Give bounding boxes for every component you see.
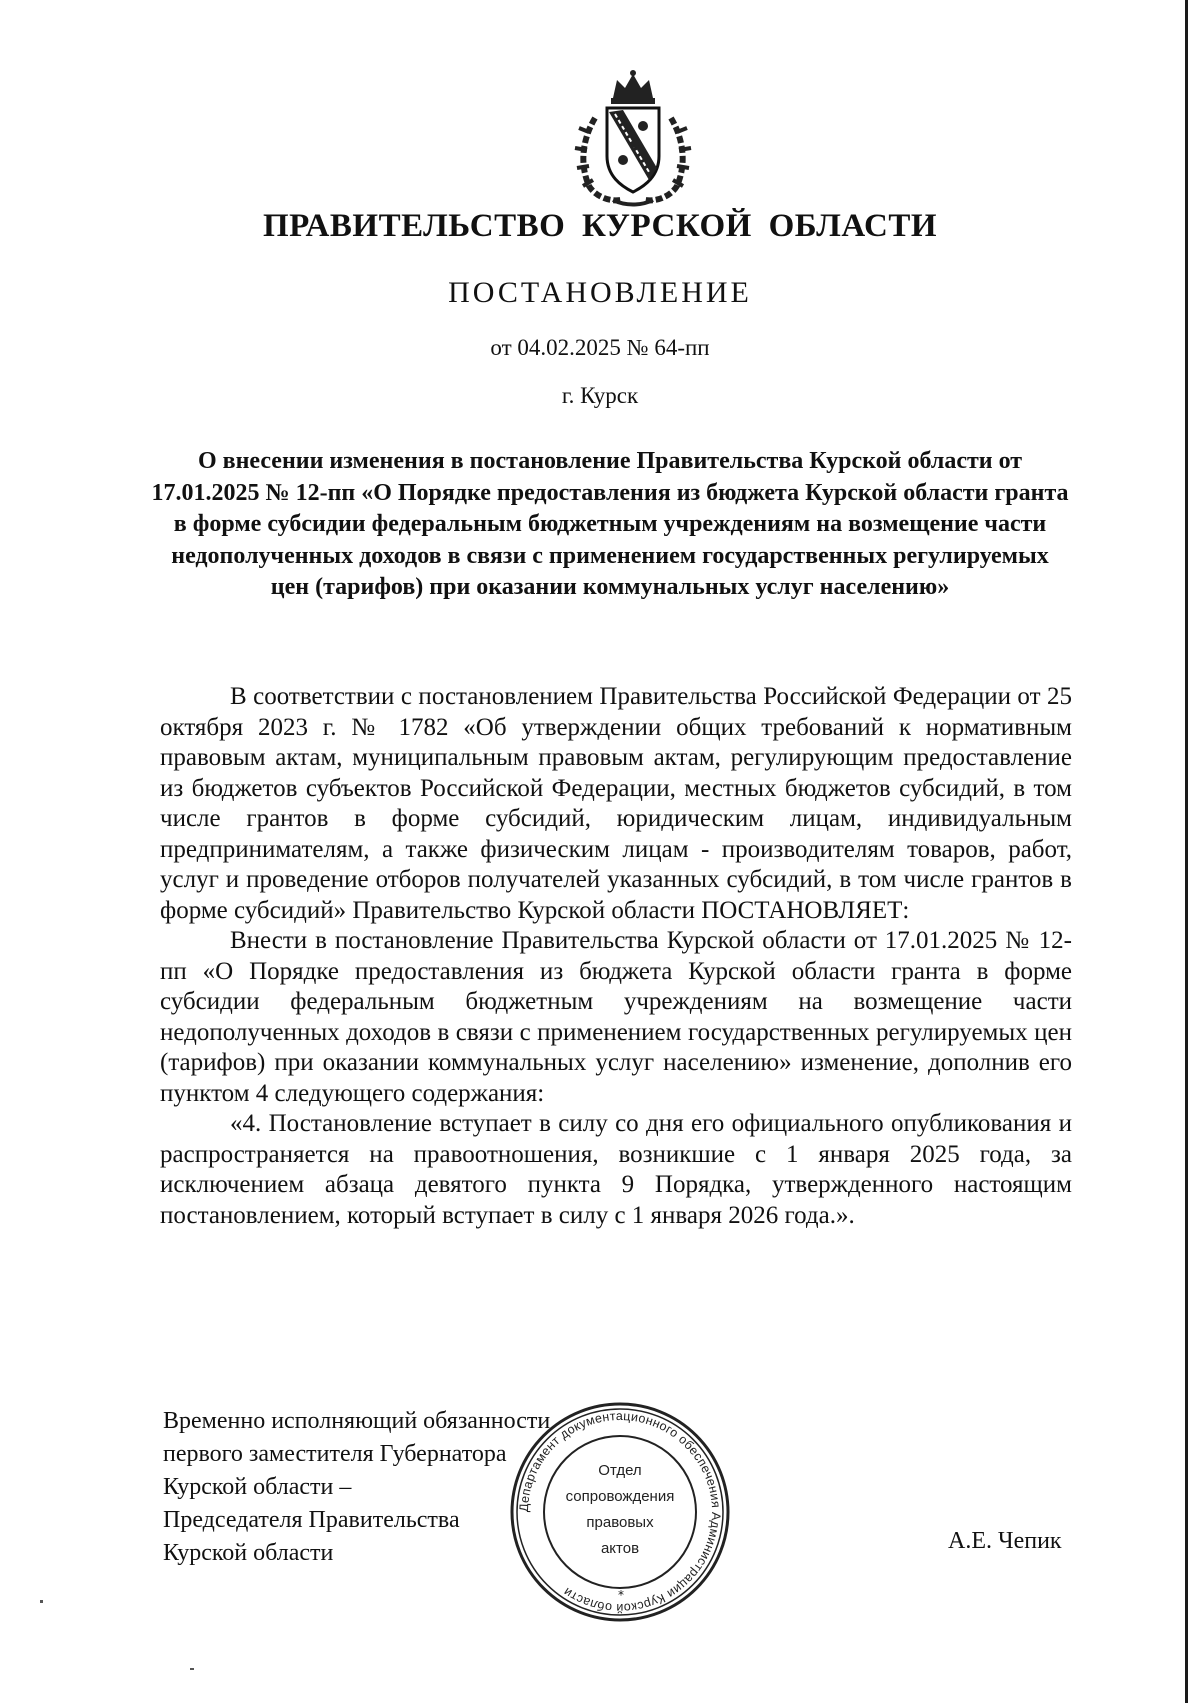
stamp-center-line: актов: [600, 1540, 640, 1557]
document-type: ПОСТАНОВЛЕНИЕ: [448, 276, 752, 309]
document-subject-title: О внесении изменения в постановление Правительства Курской области от 17.01.2025 № 12-пп «О Порядке предоставления из бюджета Курской области гранта в форме субсидии федеральным бюджетным учреждениям на возмещение части недополученных доходов в связи с применением государственных регулируемых цен (тарифов) при оказании коммунальных услуг населению»: [151, 448, 1069, 600]
stamp-center-line: Отдел: [598, 1462, 642, 1479]
document-body: [160, 682, 1072, 1231]
document-date-number: от 04.02.2025 № 64-пп: [490, 335, 710, 360]
signatory-name: А.Е. Чепик: [948, 1528, 1062, 1554]
stamp-center-line: правовых: [586, 1514, 654, 1531]
signatory-position-line: Курской области –: [163, 1474, 352, 1500]
body-paragraph-amendment: Внести в постановление Правительства Курской области от 17.01.2025 № 12-пп «О Порядке предоставления из бюджета Курской области гранта в форме субсидии федеральным бюджетным учреждениям на возмещение части недополученных доходов в связи с применением государственных регулируемых цен (тарифов) при оказании коммунальных услуг населению» изменение, дополнив его пунктом 4 следующего содержания:: [160, 927, 1072, 1107]
body-paragraph-basis: В соответствии с постановлением Правительства Российской Федерации от 25 октября 2023 г. № 1782 «Об утверждении общих требований к нормативным правовым актам, муниципальным правовым актам, регулирующим предоставление из бюджетов субъектов Российской Федерации, местных бюджетов субсидий, в том числе грантов в форме субсидий, юридическим лицам, индивидуальным предпринимателям, а также физическим лицам - производителям товаров, работ, услуг и проведение отборов получателей указанных субсидий, в том числе грантов в форме субсидий» Правительство Курской области ПОСТАНОВЛЯЕТ:: [160, 683, 1072, 924]
document-city: г. Курск: [561, 383, 639, 408]
signatory-position-line: Временно исполняющий обязанности: [163, 1408, 551, 1434]
scan-speck: [190, 1668, 194, 1670]
body-paragraph-clause-4: «4. Постановление вступает в силу со дня его официального опубликования и распространяется на правоотношения, возникшие с 1 января 2025 года, за исключением абзаца девятого пункта 9 Порядка, утвержденного настоящим постановлением, который вступает в силу с 1 января 2026 года.».: [160, 1110, 1072, 1229]
signatory-position-line: Председателя Правительства: [163, 1507, 460, 1533]
scan-edge-line: [1185, 0, 1188, 1703]
stamp-center-text: [548, 1458, 692, 1562]
scan-speck: [40, 1600, 43, 1603]
stamp-star: *: [618, 1588, 624, 1602]
signatory-position-line: Курской области: [163, 1540, 334, 1566]
organization-title: ПРАВИТЕЛЬСТВО КУРСКОЙ ОБЛАСТИ: [262, 208, 938, 244]
kursk-coat-of-arms-icon: [565, 68, 701, 208]
stamp-ring-text: Департамент документационного обеспечения Администрации Курской области: [516, 1408, 724, 1616]
signatory-position: [163, 1405, 550, 1570]
signatory-position-line: первого заместителя Губернатора: [163, 1441, 507, 1467]
stamp-center-line: сопровождения: [565, 1488, 675, 1505]
